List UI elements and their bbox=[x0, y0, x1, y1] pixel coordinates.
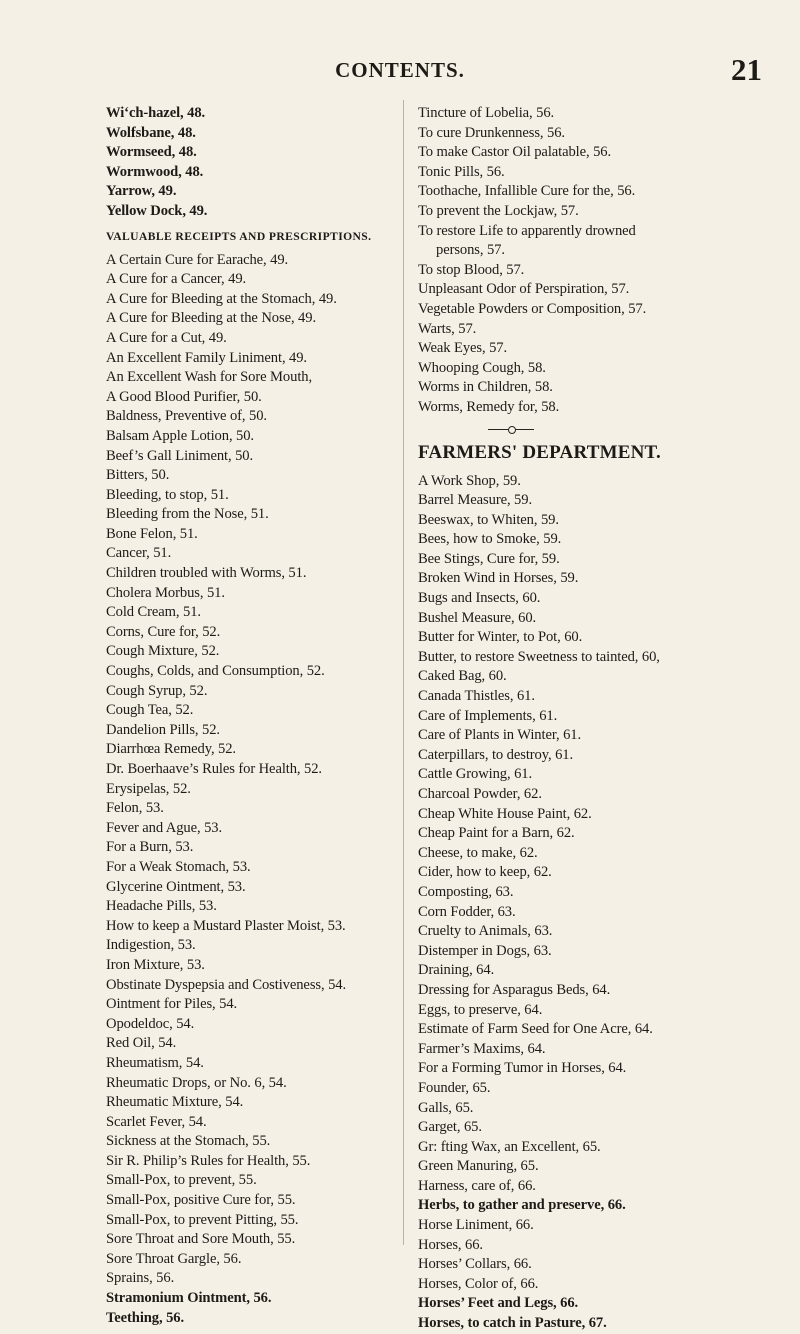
index-entry: Farmer’s Maxims, 64. bbox=[418, 1040, 546, 1057]
index-entry: Composting, 63. bbox=[418, 883, 514, 900]
index-entry: Garget, 65. bbox=[418, 1119, 482, 1136]
index-entry: Bleeding, to stop, 51. bbox=[106, 486, 229, 503]
index-entry: Horses, to catch in Pasture, 67. bbox=[418, 1315, 607, 1332]
index-entry: Small-Pox, to prevent Pitting, 55. bbox=[106, 1211, 299, 1228]
index-entry: Sore Throat Gargle, 56. bbox=[106, 1250, 242, 1267]
index-entry: Ointment for Piles, 54. bbox=[106, 996, 238, 1013]
index-entry: Weak Eyes, 57. bbox=[418, 340, 508, 357]
index-entry: Cough Tea, 52. bbox=[106, 702, 194, 719]
index-entry: Red Oil, 54. bbox=[106, 1035, 177, 1052]
receipts-list bbox=[106, 251, 396, 1329]
index-entry: Canada Thistles, 61. bbox=[418, 688, 535, 705]
index-entry: To stop Blood, 57. bbox=[418, 261, 525, 278]
section-ornament bbox=[488, 424, 534, 436]
index-entry: Dandelion Pills, 52. bbox=[106, 721, 220, 738]
index-entry: Beef’s Gall Liniment, 50. bbox=[106, 447, 254, 464]
index-entry: Gr: fting Wax, an Excellent, 65. bbox=[418, 1138, 601, 1155]
index-entry: Bushel Measure, 60. bbox=[418, 609, 537, 626]
index-entry: Wi‘ch-hazel, 48. bbox=[106, 105, 206, 121]
page-title: CONTENTS. bbox=[335, 58, 465, 82]
index-entry: Rheumatism, 54. bbox=[106, 1054, 204, 1071]
index-entry: A Cure for Bleeding at the Stomach, 49. bbox=[106, 290, 337, 307]
index-entry: For a Burn, 53. bbox=[106, 839, 194, 856]
index-entry: Small-Pox, positive Cure for, 55. bbox=[106, 1192, 296, 1209]
page-header bbox=[0, 52, 800, 86]
index-entry: Caterpillars, to destroy, 61. bbox=[418, 746, 574, 763]
index-entry: Distemper in Dogs, 63. bbox=[418, 942, 552, 959]
index-entry: Worms, Remedy for, 58. bbox=[418, 398, 560, 415]
index-entry: Beeswax, to Whiten, 59. bbox=[418, 511, 559, 528]
index-entry: Corns, Cure for, 52. bbox=[106, 623, 221, 640]
index-entry: Herbs, to gather and preserve, 66. bbox=[418, 1197, 626, 1214]
index-entry: A Certain Cure for Earache, 49. bbox=[106, 251, 289, 268]
index-entry: Cheap Paint for a Barn, 62. bbox=[418, 825, 575, 842]
index-entry: Headache Pills, 53. bbox=[106, 898, 217, 915]
index-entry: Sprains, 56. bbox=[106, 1270, 175, 1287]
index-entry: Yellow Dock, 49. bbox=[106, 202, 208, 219]
index-entry: Stramonium Ointment, 56. bbox=[106, 1290, 272, 1307]
index-entry: Harness, care of, 66. bbox=[418, 1177, 536, 1194]
index-entry: Rheumatic Mixture, 54. bbox=[106, 1094, 244, 1111]
index-entry: Tincture of Lobelia, 56. bbox=[418, 105, 555, 121]
index-entry: Cattle Growing, 61. bbox=[418, 766, 533, 783]
index-entry: Caked Bag, 60. bbox=[418, 668, 507, 685]
index-entry: Cough Mixture, 52. bbox=[106, 643, 220, 660]
index-entry: Dr. Boerhaave’s Rules for Health, 52. bbox=[106, 761, 322, 777]
index-entry: To restore Life to apparently drowned bbox=[418, 222, 636, 239]
index-entry: Horses’ Feet and Legs, 66. bbox=[418, 1295, 579, 1312]
index-entry: Bitters, 50. bbox=[106, 467, 170, 484]
index-entry: To cure Drunkenness, 56. bbox=[418, 124, 565, 141]
index-entry: Horses, Color of, 66. bbox=[418, 1275, 539, 1292]
index-entry: Wormseed, 48. bbox=[106, 144, 197, 161]
index-entry: Rheumatic Drops, or No. 6, 54. bbox=[106, 1074, 287, 1091]
index-entry: Fever and Ague, 53. bbox=[106, 819, 223, 836]
index-entry: Tonic Pills, 56. bbox=[418, 163, 505, 180]
index-entry: Vegetable Powders or Composition, 57. bbox=[418, 300, 647, 317]
index-entry: For a Weak Stomach, 53. bbox=[106, 858, 251, 875]
index-entry: How to keep a Mustard Plaster Moist, 53. bbox=[106, 917, 346, 934]
index-entry: Cancer, 51. bbox=[106, 545, 172, 562]
index-entry: Warts, 57. bbox=[418, 320, 477, 337]
farmers-list bbox=[418, 472, 748, 1334]
index-entry: Sickness at the Stomach, 55. bbox=[106, 1133, 271, 1150]
index-entry: Worms in Children, 58. bbox=[418, 379, 553, 396]
index-entry: A Cure for Bleeding at the Nose, 49. bbox=[106, 310, 316, 327]
index-entry: Corn Fodder, 63. bbox=[418, 903, 516, 920]
index-entry: A Work Shop, 59. bbox=[418, 472, 521, 489]
index-entry: Green Manuring, 65. bbox=[418, 1158, 539, 1175]
index-entry: An Excellent Family Liniment, 49. bbox=[106, 349, 307, 366]
index-entry: Teething, 56. bbox=[106, 1309, 185, 1326]
index-entry: persons, 57. bbox=[436, 242, 505, 259]
index-entry: Eggs, to preserve, 64. bbox=[418, 1001, 543, 1018]
index-entry: Charcoal Powder, 62. bbox=[418, 786, 542, 802]
index-entry: Opodeldoc, 54. bbox=[106, 1015, 195, 1032]
index-entry: Baldness, Preventive of, 50. bbox=[106, 408, 267, 425]
index-entry: Yarrow, 49. bbox=[106, 183, 177, 200]
index-entry: Horses’ Collars, 66. bbox=[418, 1256, 532, 1273]
index-entry: Cold Cream, 51. bbox=[106, 604, 201, 621]
index-entry: Felon, 53. bbox=[106, 800, 164, 817]
page-number: 21 bbox=[731, 52, 762, 87]
index-entry: Butter for Winter, to Pot, 60. bbox=[418, 629, 583, 646]
index-entry: Cough Syrup, 52. bbox=[106, 682, 208, 699]
index-entry: Whooping Cough, 58. bbox=[418, 359, 546, 376]
index-entry: Broken Wind in Horses, 59. bbox=[418, 570, 579, 587]
index-entry: To prevent the Lockjaw, 57. bbox=[418, 202, 579, 219]
index-entry: Erysipelas, 52. bbox=[106, 780, 191, 797]
index-entry: Bee Stings, Cure for, 59. bbox=[418, 550, 560, 567]
index-entry: Coughs, Colds, and Consumption, 52. bbox=[106, 663, 325, 680]
index-entry: Estimate of Farm Seed for One Acre, 64. bbox=[418, 1021, 653, 1038]
index-entry: Wolfsbane, 48. bbox=[106, 124, 196, 141]
index-entry: Bees, how to Smoke, 59. bbox=[418, 531, 562, 548]
index-entry: Dressing for Asparagus Beds, 64. bbox=[418, 981, 611, 998]
index-entry: Founder, 65. bbox=[418, 1079, 491, 1096]
index-entry: Balsam Apple Lotion, 50. bbox=[106, 427, 254, 444]
index-entry: Cheap White House Paint, 62. bbox=[418, 805, 592, 822]
index-entry: A Good Blood Purifier, 50. bbox=[106, 388, 262, 405]
index-entry: Barrel Measure, 59. bbox=[418, 492, 532, 509]
index-entry: Scarlet Fever, 54. bbox=[106, 1113, 207, 1130]
index-entry: A Cure for a Cut, 49. bbox=[106, 329, 227, 346]
section-heading-farmers-department: FARMERS' DEPARTMENT. bbox=[418, 441, 661, 463]
herb-list bbox=[106, 104, 396, 222]
section-heading-valuable-receipts: VALUABLE RECEIPTS AND PRESCRIPTIONS. bbox=[106, 229, 372, 243]
index-entry: Iron Mixture, 53. bbox=[106, 956, 205, 973]
receipts-list-continued bbox=[418, 104, 748, 418]
index-entry: Draining, 64. bbox=[418, 962, 495, 979]
index-entry: Horses, 66. bbox=[418, 1236, 483, 1253]
index-entry: Care of Plants in Winter, 61. bbox=[418, 727, 582, 744]
index-entry: Toothache, Infallible Cure for the, 56. bbox=[418, 183, 636, 200]
index-entry: Glycerine Ointment, 53. bbox=[106, 878, 246, 895]
column-divider bbox=[403, 100, 404, 1245]
index-entry: Small-Pox, to prevent, 55. bbox=[106, 1172, 257, 1189]
index-entry: Horse Liniment, 66. bbox=[418, 1217, 534, 1234]
index-entry: Bleeding from the Nose, 51. bbox=[106, 506, 269, 523]
index-entry: Sore Throat and Sore Mouth, 55. bbox=[106, 1231, 296, 1248]
index-entry: Cholera Morbus, 51. bbox=[106, 584, 225, 601]
left-column bbox=[106, 104, 396, 1328]
index-entry: A Cure for a Cancer, 49. bbox=[106, 271, 247, 288]
index-entry: Bugs and Insects, 60. bbox=[418, 590, 541, 607]
index-entry: Indigestion, 53. bbox=[106, 937, 196, 954]
index-entry: Diarrhœa Remedy, 52. bbox=[106, 741, 236, 758]
index-entry: For a Forming Tumor in Horses, 64. bbox=[418, 1060, 627, 1077]
index-entry: Children troubled with Worms, 51. bbox=[106, 565, 307, 582]
index-entry: Care of Implements, 61. bbox=[418, 707, 558, 724]
index-entry: Unpleasant Odor of Perspiration, 57. bbox=[418, 281, 630, 298]
index-entry: Butter, to restore Sweetness to tainted, 60, bbox=[418, 648, 660, 665]
index-entry: Cider, how to keep, 62. bbox=[418, 864, 552, 881]
index-entry: An Excellent Wash for Sore Mouth, bbox=[106, 369, 313, 386]
index-entry: Sir R. Philip’s Rules for Health, 55. bbox=[106, 1152, 311, 1169]
index-entry: Wormwood, 48. bbox=[106, 163, 204, 180]
index-entry: Cruelty to Animals, 63. bbox=[418, 923, 553, 940]
index-entry: Bone Felon, 51. bbox=[106, 525, 198, 542]
index-entry: Obstinate Dyspepsia and Costiveness, 54. bbox=[106, 976, 347, 993]
index-entry: To make Castor Oil palatable, 56. bbox=[418, 144, 612, 161]
index-entry: Cheese, to make, 62. bbox=[418, 844, 538, 861]
index-entry: Galls, 65. bbox=[418, 1099, 474, 1116]
right-column bbox=[418, 104, 748, 1334]
